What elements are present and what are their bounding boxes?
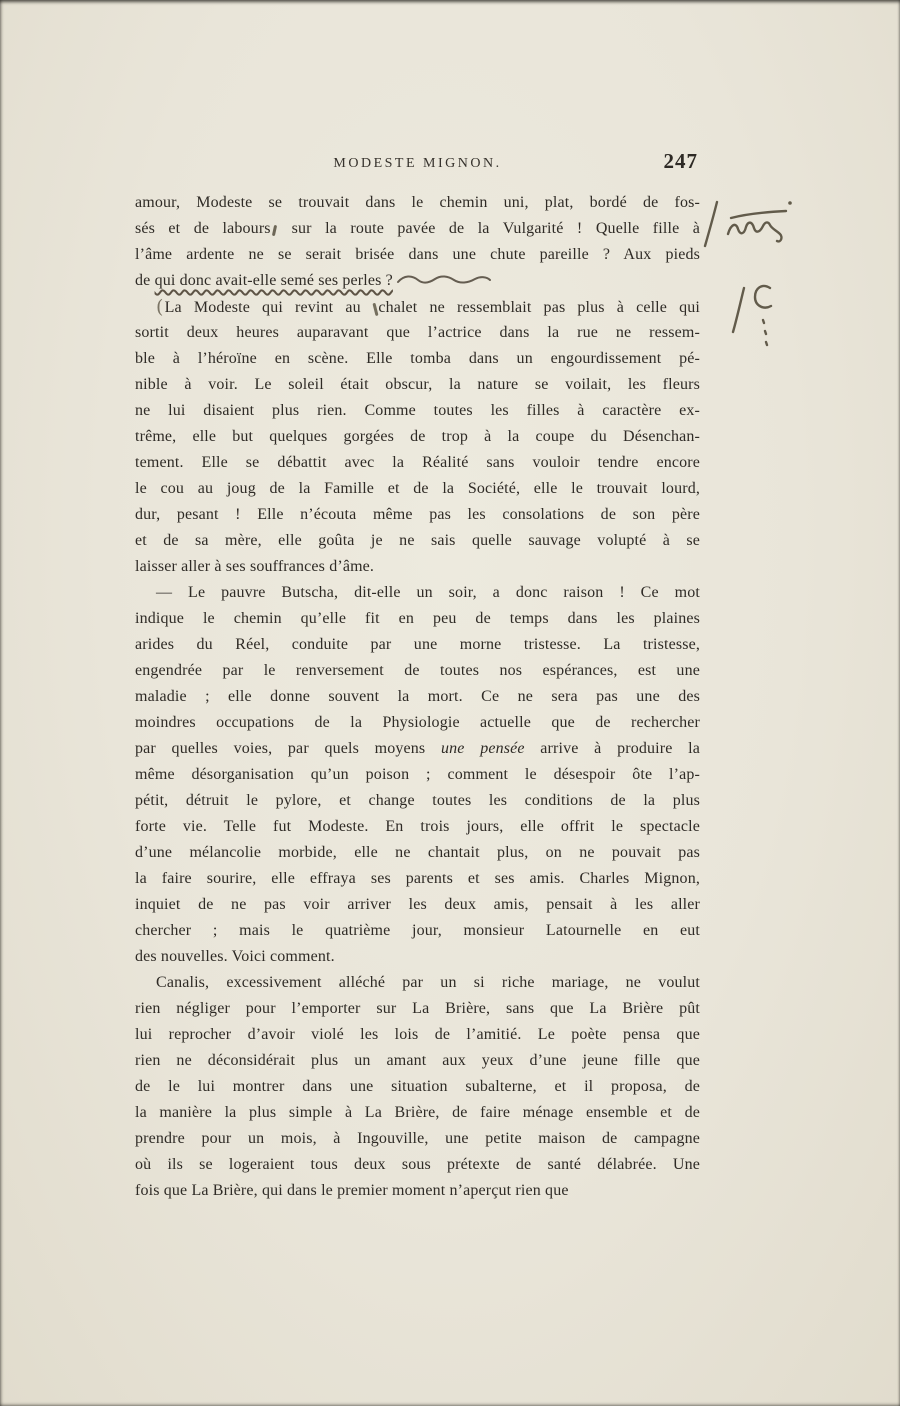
- text-run: ble à l’héroïne en scène. Elle tomba dans un engourdissement pé-: [135, 350, 700, 367]
- text-line: [135, 1178, 700, 1204]
- text-run: d’une mélancolie morbide, elle ne chantait plus, on ne pouvait pas: [135, 844, 700, 861]
- text-run: de: [135, 272, 155, 289]
- text-line: [135, 424, 700, 450]
- text-run: prendre pour un mois, à Ingouville, une petite maison de campagne: [135, 1130, 700, 1147]
- paragraph: [135, 190, 700, 294]
- text-line: [135, 866, 700, 892]
- margin-letter-c-icon: [724, 280, 784, 352]
- handwritten-caret-mark-icon: [372, 303, 378, 316]
- text-run: tement. Elle se débattit avec la Réalité sans vouloir tendre encore: [135, 454, 700, 471]
- text-line: [135, 476, 700, 502]
- text-line: [135, 294, 700, 320]
- text-run: sortit deux heures auparavant que l’actrice dans la rue ne ressem-: [135, 324, 700, 341]
- text-run: la manière la plus simple à La Brière, de faire ménage ensemble et de: [135, 1104, 700, 1121]
- text-run: de le lui montrer dans une situation subalterne, et il proposa, de: [135, 1078, 700, 1095]
- text-line: [135, 320, 700, 346]
- text-run: amour, Modeste se trouvait dans le chemin uni, plat, bordé de fos-: [135, 194, 700, 211]
- text-line: [135, 710, 700, 736]
- text-line: [135, 1152, 700, 1178]
- text-run: l’âme ardente ne se serait brisée dans une chute pareille ? Aux pieds: [135, 246, 700, 263]
- text-line: [135, 190, 700, 216]
- text-run: la faire sourire, elle effraya ses parents et ses amis. Charles Mignon,: [135, 870, 700, 887]
- text-line: [135, 762, 700, 788]
- text-run: La Modeste qui revint au: [164, 299, 373, 316]
- text-line: [135, 450, 700, 476]
- text-line: [135, 840, 700, 866]
- text-line: [135, 814, 700, 840]
- text-block: [135, 190, 700, 1204]
- text-run: moindres occupations de la Physiologie actuelle que de rechercher: [135, 714, 700, 731]
- text-run: engendrée par le renversement de toutes nos espérances, est une: [135, 662, 700, 679]
- handwritten-flourish-icon: [396, 271, 492, 287]
- text-line: [135, 554, 700, 580]
- text-line: [135, 372, 700, 398]
- text-run: chalet ne ressemblait pas plus à celle qui: [378, 299, 700, 316]
- text-run: arrive à produire la: [524, 740, 700, 757]
- margin-scribble-icon: [698, 194, 808, 254]
- text-run: sur la route pavée de la Vulgarité ! Quelle fille à: [278, 220, 701, 237]
- text-run: le cou au joug de la Famille et de la Société, elle le trouvait lourd,: [135, 480, 700, 497]
- text-run: ne lui disaient plus rien. Comme toutes les filles à caractère ex-: [135, 402, 700, 419]
- text-run: sés et de labours: [135, 220, 271, 237]
- page-number: 247: [663, 149, 698, 173]
- text-line: [135, 788, 700, 814]
- text-line: [135, 1022, 700, 1048]
- paragraph: [135, 294, 700, 580]
- text-run: lui reprocher d’avoir violé les lois de l’amitié. Le poète pensa que: [135, 1026, 700, 1043]
- text-line: [135, 632, 700, 658]
- text-line: [135, 918, 700, 944]
- text-line: [135, 580, 700, 606]
- text-line: [135, 684, 700, 710]
- text-run: indique le chemin qu’elle fit en peu de temps dans les plaines: [135, 610, 700, 627]
- text-run: Canalis, excessivement alléché par un si riche mariage, ne voulut: [156, 974, 700, 991]
- text-run: chercher ; mais le quatrième jour, monsieur Latournelle en eut: [135, 922, 700, 939]
- text-run: où ils se logeraient tous deux sous prétexte de santé délabrée. Une: [135, 1156, 700, 1173]
- text-line: [135, 996, 700, 1022]
- text-run: maladie ; elle donne souvent la mort. Ce ne sera pas une des: [135, 688, 700, 705]
- text-run: pétit, détruit le pylore, et change toutes les conditions de la plus: [135, 792, 700, 809]
- page-header: [135, 149, 700, 184]
- text-line: [135, 1100, 700, 1126]
- text-run: et de sa mère, elle goûta je ne sais quelle sauvage volupté à se: [135, 532, 700, 549]
- text-run: nible à voir. Le soleil était obscur, la nature se voilait, les fleurs: [135, 376, 700, 393]
- text-run: par quelles voies, par quels moyens: [135, 740, 441, 757]
- text-line: [135, 606, 700, 632]
- text-line: [135, 528, 700, 554]
- handwritten-tick-mark-icon: [272, 225, 277, 236]
- text-run: qui donc avait-elle semé ses perles ?: [154, 272, 393, 289]
- text-run: — Le pauvre Butscha, dit-elle un soir, a donc raison ! Ce mot: [156, 584, 700, 601]
- text-line: [135, 346, 700, 372]
- text-run: rien ne déconsidérait plus un amant aux yeux d’une jeune fille que: [135, 1052, 700, 1069]
- text-line: [135, 268, 700, 294]
- text-run: des nouvelles. Voici comment.: [135, 948, 335, 965]
- text-line: [135, 242, 700, 268]
- text-line: [135, 658, 700, 684]
- text-run: rien négliger pour l’emporter sur La Brière, sans que La Brière pût: [135, 1000, 700, 1017]
- text-run: fois que La Brière, qui dans le premier moment n’aperçut rien que: [135, 1182, 569, 1199]
- text-line: [135, 970, 700, 996]
- text-run: inquiet de ne pas voir arriver les deux amis, pensait à les aller: [135, 896, 700, 913]
- text-run: une pensée: [440, 740, 525, 757]
- text-line: [135, 736, 700, 762]
- text-line: [135, 1126, 700, 1152]
- running-title: MODESTE MIGNON.: [333, 156, 502, 171]
- text-line: [135, 892, 700, 918]
- text-run: forte vie. Telle fut Modeste. En trois jours, elle offrit le spectacle: [135, 818, 700, 835]
- text-run: dur, pesant ! Elle n’écouta même pas les consolations de son père: [135, 506, 700, 523]
- paragraph: [135, 580, 700, 970]
- text-line: [135, 1074, 700, 1100]
- text-line: [135, 502, 700, 528]
- text-line: [135, 398, 700, 424]
- handwritten-paren-mark-icon: (: [156, 296, 164, 318]
- paragraph: [135, 970, 700, 1204]
- text-line: [135, 1048, 700, 1074]
- text-run: arides du Réel, conduite par une morne tristesse. La tristesse,: [135, 636, 700, 653]
- text-line: [135, 216, 700, 242]
- text-line: [135, 944, 700, 970]
- text-run: trême, elle but quelques gorgées de trop à la coupe du Désenchan-: [135, 428, 700, 445]
- text-run: même désorganisation qu’un poison ; comment le désespoir ôte l’ap-: [135, 766, 700, 783]
- text-run: laisser aller à ses souffrances d’âme.: [135, 558, 375, 575]
